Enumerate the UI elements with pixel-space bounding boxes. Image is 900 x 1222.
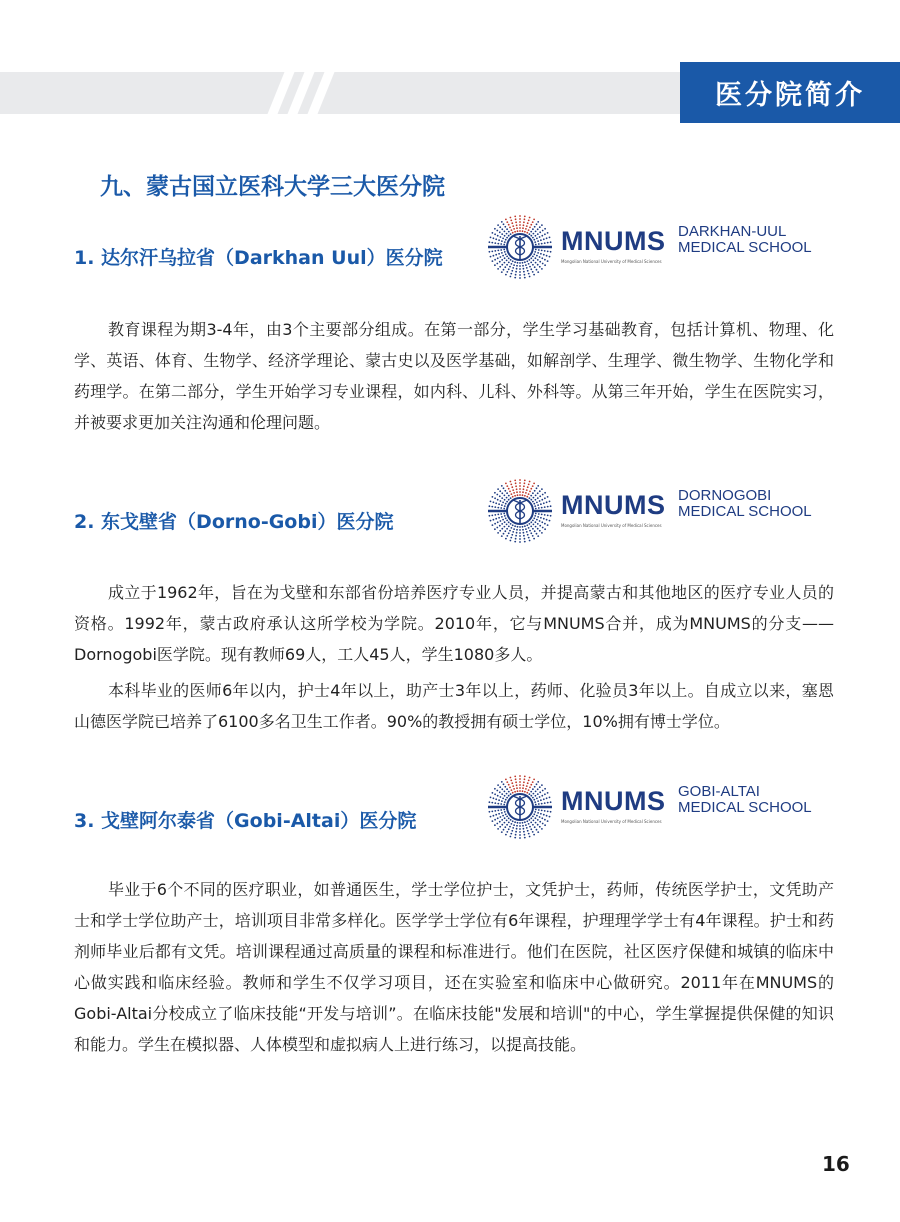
header-tab: 医分院简介	[680, 62, 900, 123]
paragraph: 毕业于6个不同的医疗职业，如普通医生，学士学位护士，文凭护士，药师，传统医学护士，文凭助产士和学士学位助产士，培训项目非常多样化。医学学士学位有6年课程，护理理学学士有4年课程。护士和药剂师毕业后都有文凭。培训课程通过高质量的课程和标准进行。他们在医院，社区医疗保健和城镇的临床中心做实践和临床经验。教师和学生不仅学习项目，还在实验室和临床中心做研究。2011年在MNUMS的Gobi-Altai分校成立了临床技能“开发与培训”。在临床技能"发展和培训"的中心，学生掌握提供保健的知识和能力。学生在模拟器、人体模型和虚拟病人上进行练习，以提高技能。	[74, 880, 834, 1054]
logo-tagline: Mongolian National University of Medical Sciences	[561, 819, 662, 824]
school-heading-darkhan: 1. 达尔汗乌拉省（Darkhan Uul）医分院	[74, 247, 443, 269]
logo-school-name-line1: DARKHAN-UUL	[678, 223, 787, 240]
caduceus-emblem-icon	[485, 476, 555, 546]
school-heading-gobi-altai: 3. 戈壁阿尔泰省（Gobi-Altai）医分院	[74, 810, 417, 832]
page-number: 16	[822, 1152, 850, 1176]
logo-brand: MNUMS	[561, 786, 666, 816]
school-logo-darkhan	[485, 212, 830, 288]
logo-tagline: Mongolian National University of Medical Sciences	[561, 259, 662, 264]
logo-tagline: Mongolian National University of Medical Sciences	[561, 523, 662, 528]
logo-school-name-line1: GOBI-ALTAI	[678, 783, 760, 800]
logo-school-name	[678, 488, 812, 520]
school-logo-gobi-altai	[485, 772, 830, 848]
logo-school-name	[678, 784, 812, 816]
caduceus-emblem-icon	[485, 212, 555, 282]
header-band	[0, 72, 680, 114]
paragraph: 成立于1962年，旨在为戈壁和东部省份培养医疗专业人员，并提高蒙古和其他地区的医疗专业人员的资格。1992年，蒙古政府承认这所学校为学院。2010年，它与MNUMS合并，成为MNUMS的分支——Dornogobi医学院。现有教师69人，工人45人，学生1080多人。	[74, 583, 834, 664]
paragraph: 教育课程为期3-4年，由3个主要部分组成。在第一部分，学生学习基础教育，包括计算机、物理、化学、英语、体育、生物学、经济学理论、蒙古史以及医学基础，如解剖学、生理学、微生物学、生物化学和药理学。在第二部分，学生开始学习专业课程，如内科、儿科、外科等。从第三年开始，学生在医院实习，并被要求更加关注沟通和伦理问题。	[74, 320, 834, 432]
logo-school-name-line2: MEDICAL SCHOOL	[678, 799, 812, 816]
logo-school-name	[678, 224, 812, 256]
logo-school-name-line1: DORNOGOBI	[678, 487, 772, 504]
school-logo-dornogobi	[485, 476, 830, 552]
logo-brand: MNUMS	[561, 226, 666, 256]
section-title: 九、蒙古国立医科大学三大医分院	[100, 174, 445, 200]
logo-brand: MNUMS	[561, 490, 666, 520]
paragraph: 本科毕业的医师6年以内，护士4年以上，助产士3年以上，药师、化验员3年以上。自成立以来，塞恩山德医学院已培养了6100多名卫生工作者。90%的教授拥有硕士学位，10%拥有博士学位。	[74, 681, 834, 731]
logo-school-name-line2: MEDICAL SCHOOL	[678, 503, 812, 520]
school-heading-dornogobi: 2. 东戈壁省（Dorno-Gobi）医分院	[74, 511, 394, 533]
caduceus-emblem-icon	[485, 772, 555, 842]
logo-school-name-line2: MEDICAL SCHOOL	[678, 239, 812, 256]
